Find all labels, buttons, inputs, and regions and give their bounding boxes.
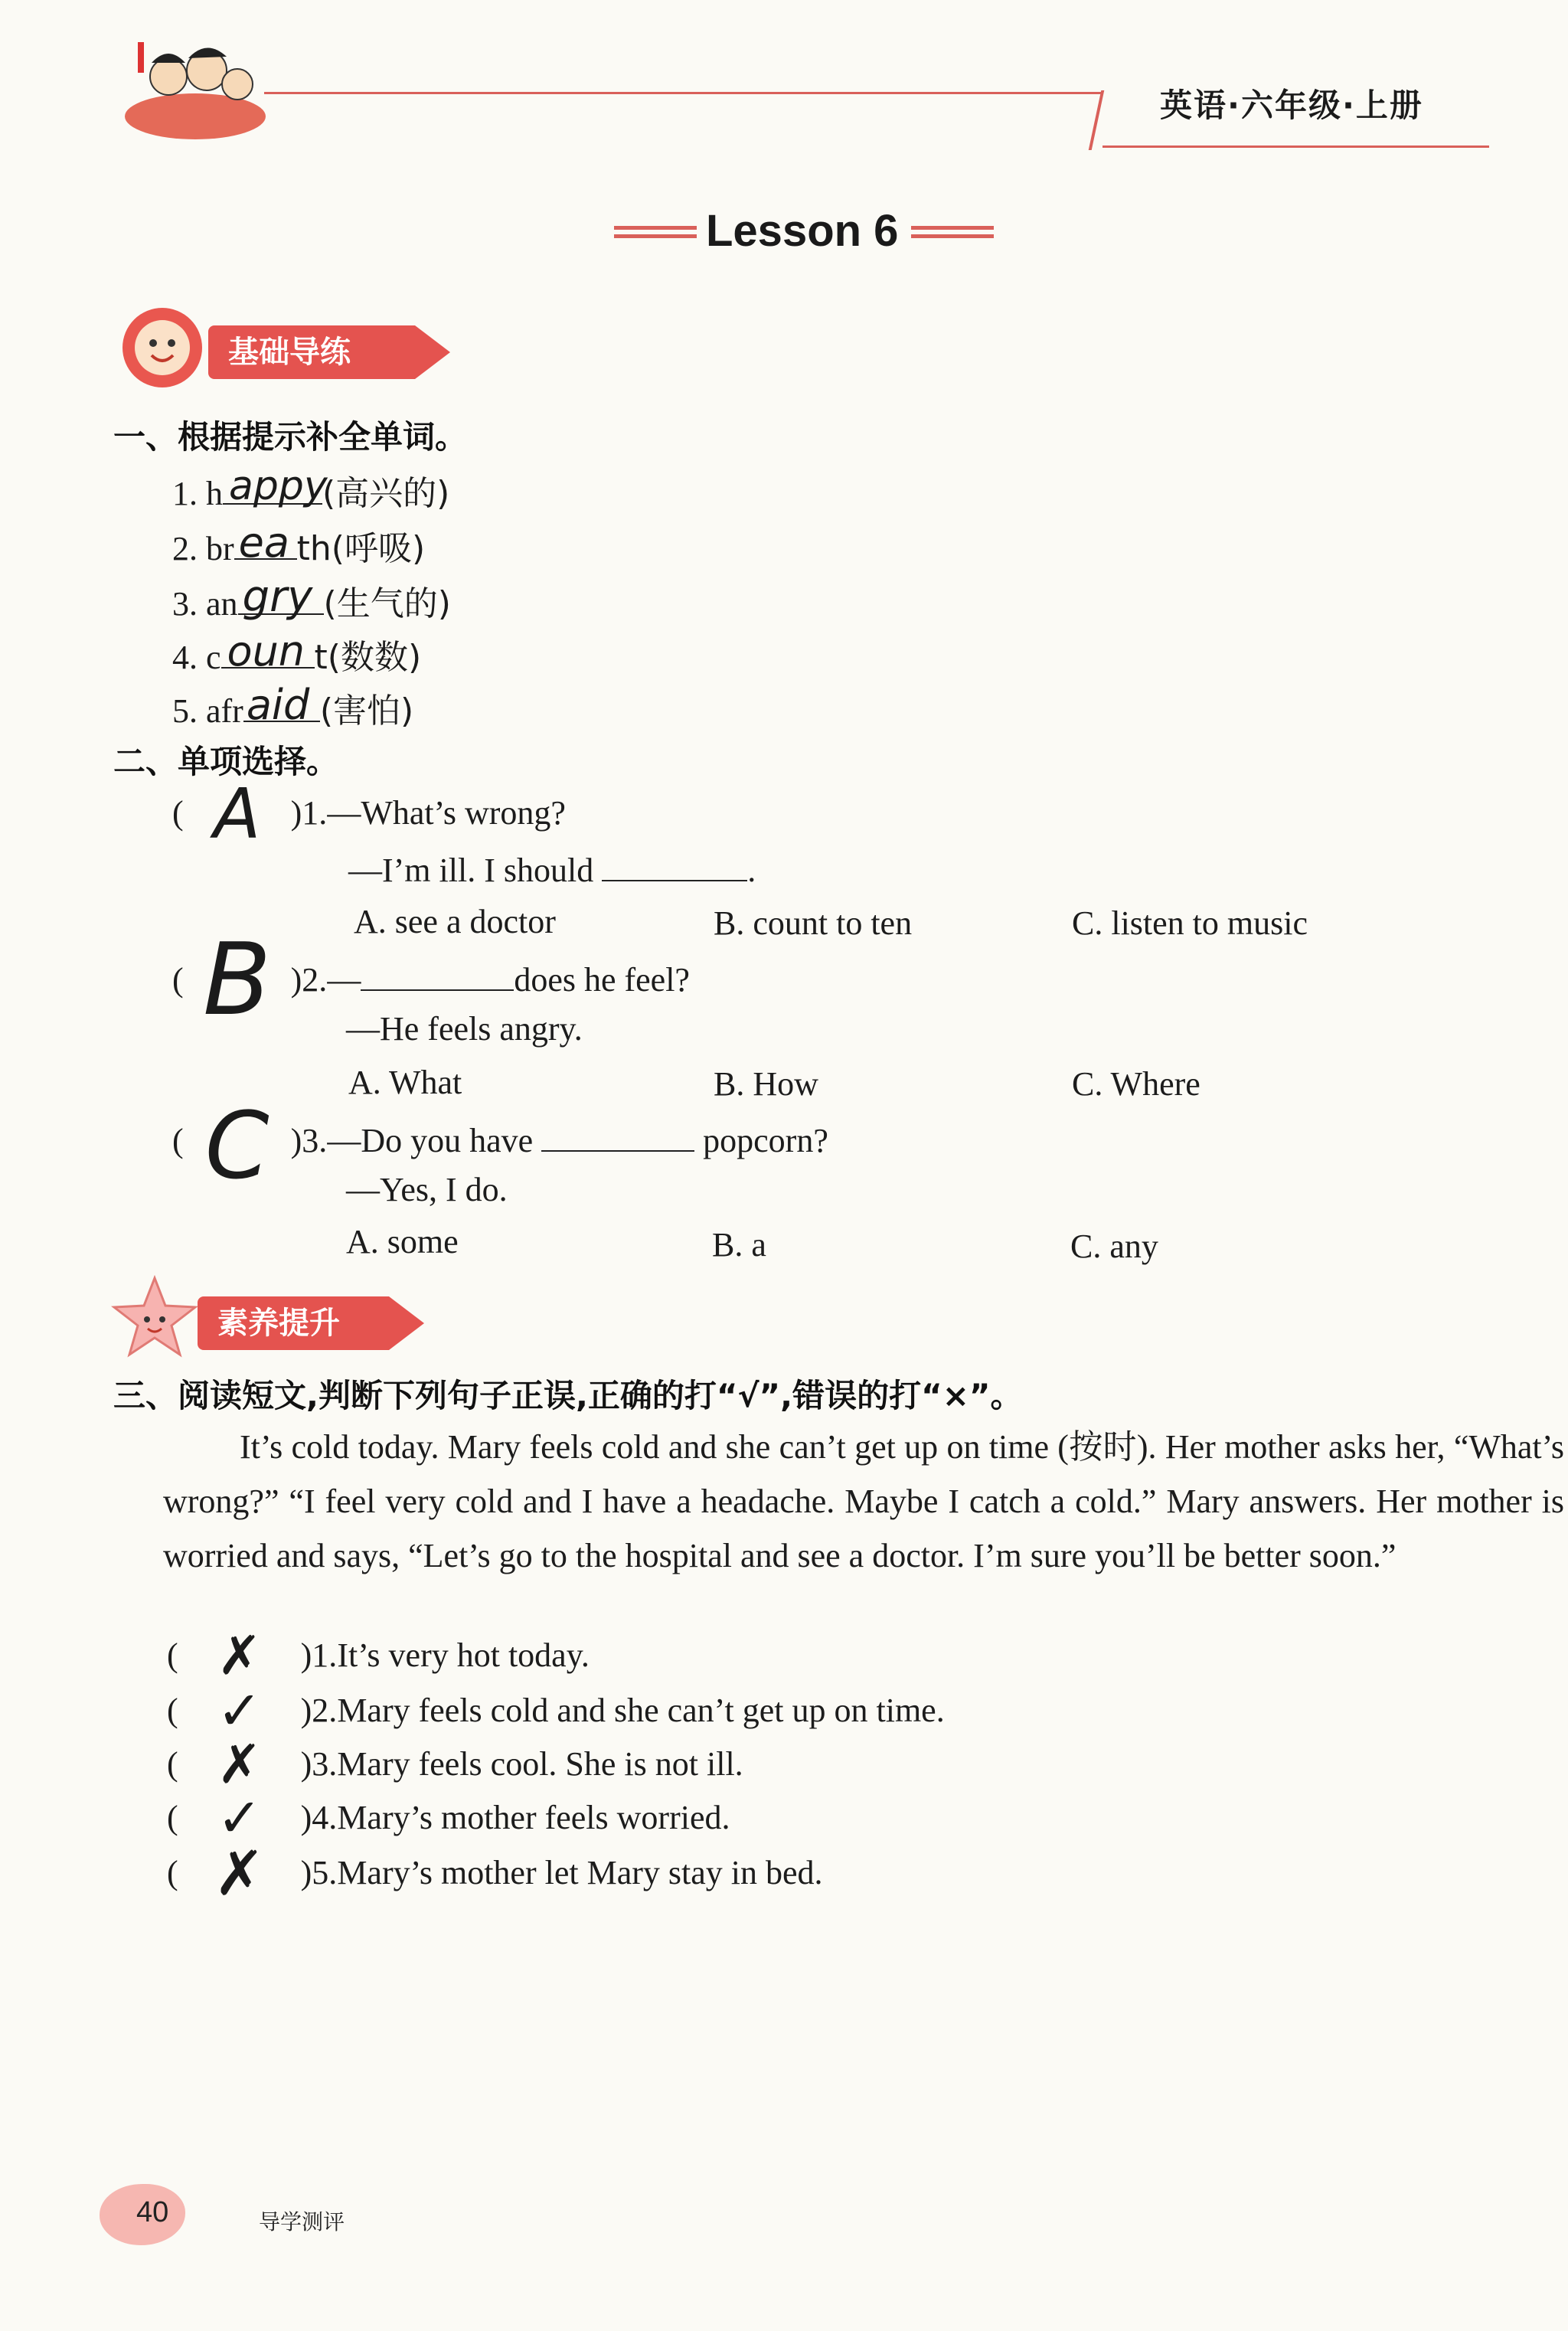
word-item-5	[172, 683, 413, 732]
option-b: B. a	[712, 1226, 766, 1264]
statement-number: )4.	[300, 1799, 338, 1836]
handwritten-choice: C	[204, 1094, 270, 1200]
option-b: B. count to ten	[714, 904, 913, 942]
answer-blank	[243, 681, 320, 729]
answer-blank	[238, 572, 324, 622]
word-hint: (生气的)	[323, 584, 451, 623]
paren-open: (	[167, 1692, 178, 1729]
paren-open: (	[167, 1799, 178, 1836]
judge-statement-3	[167, 1733, 743, 1796]
word-hint: (害怕)	[319, 691, 414, 731]
word-prefix: an	[206, 585, 238, 623]
statement-text: It’s very hot today.	[337, 1636, 590, 1674]
judge-statement-2	[167, 1679, 945, 1742]
word-prefix: c	[206, 639, 221, 676]
handwritten-mark: ✓	[217, 1679, 262, 1742]
paren-open: (	[172, 794, 184, 832]
word-prefix: h	[206, 475, 223, 512]
paren-open: (	[172, 1122, 184, 1159]
response-text: —I’m ill. I should	[348, 852, 594, 889]
paren-open: (	[167, 1854, 178, 1891]
handwritten-choice: B	[203, 921, 272, 1038]
option-c: C. Where	[1072, 1065, 1200, 1103]
paren-open: (	[167, 1636, 178, 1674]
option-c: C. any	[1070, 1228, 1158, 1265]
question-prompt-start: —Do you have	[327, 1122, 534, 1159]
statement-text: Mary feels cool. She is not ill.	[337, 1745, 743, 1783]
item-number: 1.	[172, 475, 198, 512]
statement-text: Mary’s mother feels worried.	[337, 1799, 730, 1836]
header-rule-left	[264, 92, 1102, 94]
response-end: .	[747, 852, 756, 889]
section2-heading: 二、单项选择。	[113, 743, 339, 780]
handwritten-answer: appy	[229, 463, 328, 509]
series-name: 导学测评	[259, 2209, 345, 2235]
handwritten-answer: oun	[227, 627, 305, 675]
question-number: )3.	[290, 1122, 328, 1159]
answer-blank	[602, 846, 747, 881]
word-item-3	[172, 572, 451, 625]
word-prefix: br	[206, 530, 234, 567]
answer-blank	[541, 1116, 694, 1152]
word-prefix: afr	[206, 692, 243, 730]
question-prompt-start: —	[327, 961, 361, 999]
word-hint: t(数数)	[314, 638, 422, 677]
judge-statement-1	[167, 1624, 590, 1687]
section-tag-advanced: 素养提升	[198, 1296, 389, 1350]
word-item-4	[172, 629, 421, 678]
tag-pencil-tip	[415, 325, 450, 379]
item-number: 3.	[172, 585, 198, 623]
mc-question-1	[172, 774, 566, 855]
handwritten-answer: gry	[242, 572, 313, 622]
word-item-2	[172, 518, 426, 570]
handwritten-answer: aid	[246, 681, 310, 729]
statement-number: )5.	[300, 1854, 338, 1891]
star-icon	[111, 1275, 199, 1359]
handwritten-mark: ✗	[214, 1838, 266, 1909]
judge-statement-4	[167, 1787, 730, 1849]
lesson-title: Lesson 6	[706, 206, 899, 256]
word-hint: th(呼吸)	[296, 529, 426, 568]
header-rule-right	[1102, 145, 1489, 148]
question-number: )2.	[290, 961, 328, 999]
question-number: )1.	[290, 794, 328, 832]
option-a: A. some	[346, 1223, 459, 1260]
paren-open: (	[172, 961, 184, 999]
section-tag-basic: 基础导练	[208, 325, 415, 379]
mc-question-1-response	[348, 846, 756, 890]
paren-open: (	[167, 1745, 178, 1783]
judge-statement-5	[167, 1838, 823, 1909]
question-prompt-end: popcorn?	[703, 1122, 828, 1159]
item-number: 4.	[172, 639, 198, 676]
header-rule-slant	[1089, 90, 1105, 150]
statement-number: )3.	[300, 1745, 338, 1783]
answer-blank	[221, 627, 315, 675]
statement-text: Mary feels cold and she can’t get up on time.	[337, 1692, 945, 1729]
option-b: B. How	[714, 1065, 818, 1103]
section1-heading: 一、根据提示补全单词。	[113, 418, 468, 456]
passage-text: It’s cold today. Mary feels cold and she can’t get up on time (按时). Her mother asks her, “What’s wrong?” “I feel very cold and I have a headache. Maybe I catch a cold.” Mary answers. Her mother is worried and says, “Let’s go to the hospital and see a doctor. I’m sure you’ll be better soon.”	[163, 1428, 1564, 1574]
option-a: A. What	[348, 1064, 462, 1101]
header-illustration	[115, 31, 276, 145]
title-rule-right	[911, 226, 994, 238]
section3-heading: 三、阅读短文,判断下列句子正误,正确的打“√”,错误的打“×”。	[113, 1377, 1023, 1414]
page-number: 40	[136, 2196, 169, 2228]
reading-passage	[163, 1420, 1564, 1583]
tag-pencil-tip	[389, 1296, 424, 1350]
word-hint: (高兴的)	[322, 474, 450, 513]
statement-text: Mary’s mother let Mary stay in bed.	[337, 1854, 823, 1891]
option-a: A. see a doctor	[354, 903, 556, 940]
answer-blank	[223, 463, 328, 509]
answer-blank	[361, 956, 514, 991]
handwritten-choice: A	[213, 774, 261, 855]
option-c: C. listen to music	[1072, 904, 1308, 942]
title-rule-left	[614, 226, 697, 238]
answer-blank	[234, 518, 297, 567]
handwritten-answer: ea	[238, 518, 289, 567]
mc-question-3-response: —Yes, I do.	[346, 1171, 508, 1208]
item-number: 5.	[172, 692, 198, 730]
word-item-1	[172, 463, 450, 515]
statement-number: )1.	[300, 1636, 338, 1674]
statement-number: )2.	[300, 1692, 338, 1729]
handwritten-mark: ✓	[217, 1787, 262, 1849]
sun-icon	[121, 306, 204, 389]
subject-label: 英语·六年级·上册	[1160, 87, 1423, 124]
handwritten-mark: ✗	[217, 1624, 262, 1687]
question-prompt-end: does he feel?	[514, 961, 690, 999]
mc-question-2-response: —He feels angry.	[346, 1010, 583, 1048]
item-number: 2.	[172, 530, 198, 567]
handwritten-mark: ✗	[217, 1733, 262, 1796]
question-prompt: —What’s wrong?	[327, 794, 566, 832]
